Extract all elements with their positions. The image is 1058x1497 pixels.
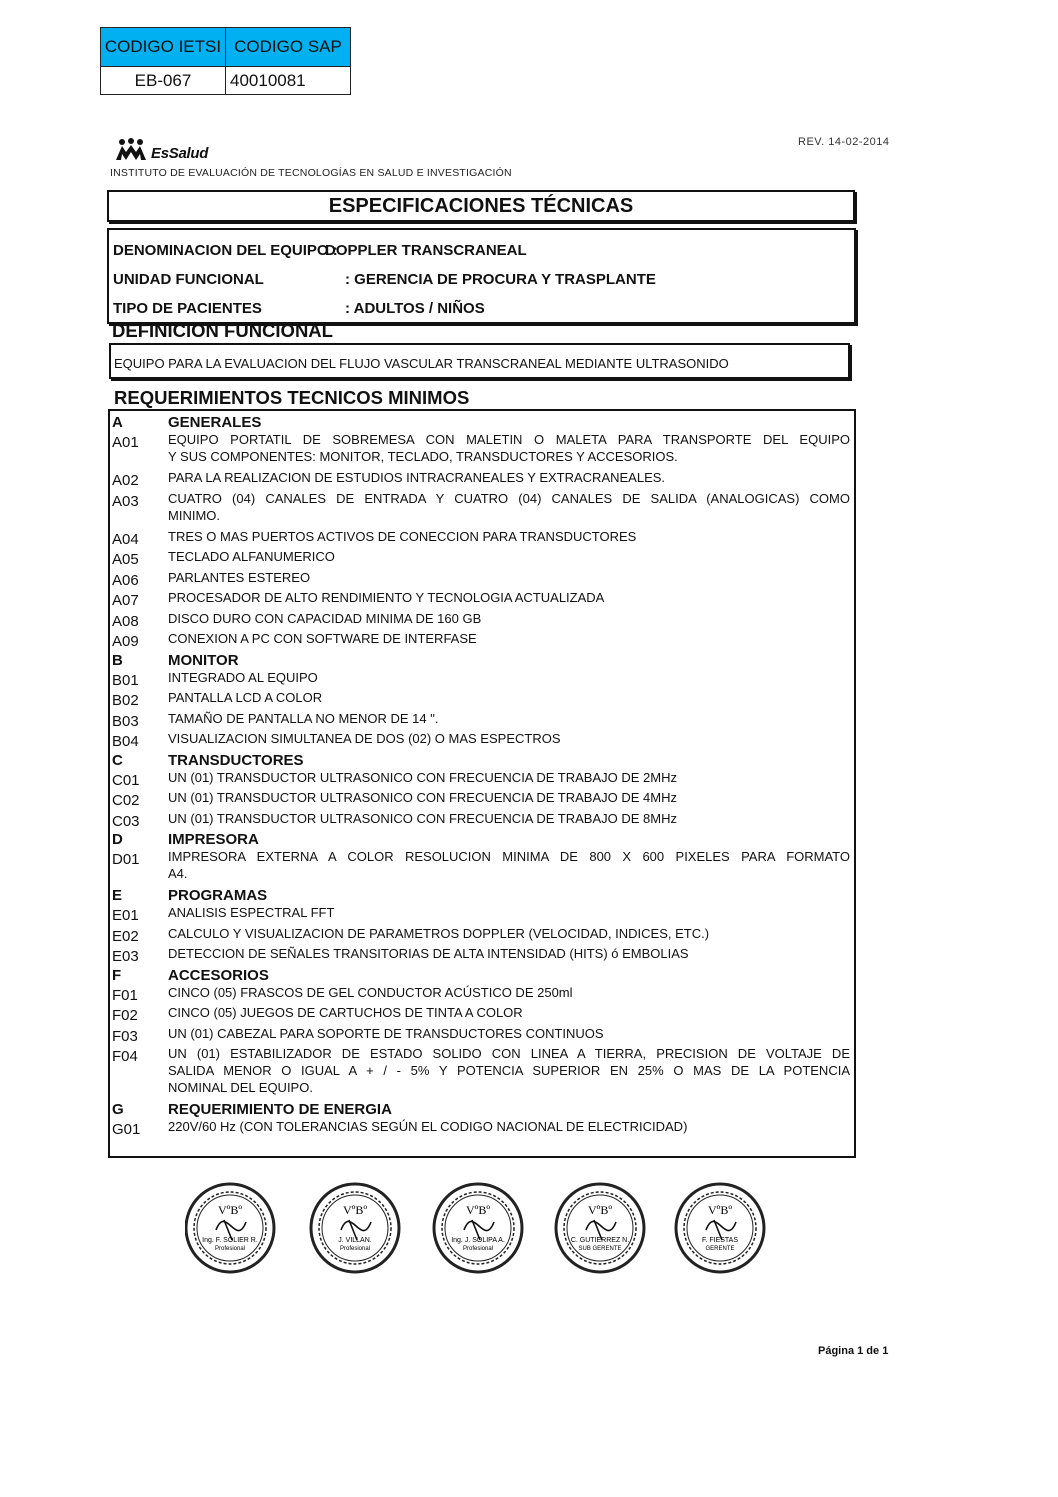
sap-code-value: 40010081	[226, 67, 351, 95]
stamp-role: SUB GERENTE	[578, 1246, 622, 1252]
group-code: A	[112, 414, 123, 431]
group-title: TRANSDUCTORES	[168, 751, 304, 769]
item-text: VISUALIZACION SIMULTANEA DE DOS (02) O MAS ESPECTROS	[168, 731, 561, 746]
stamp-role: Profesional	[462, 1246, 494, 1252]
item-code: E02	[112, 927, 139, 945]
group-title: MONITOR	[168, 651, 239, 669]
approval-stamp	[434, 1184, 522, 1272]
item-code: A09	[112, 633, 139, 650]
item-text: Y SUS COMPONENTES: MONITOR, TECLADO, TRANSDUCTORES Y ACCESORIOS.	[168, 449, 678, 464]
item-text: CUATRO (04) CANALES DE ENTRADA Y CUATRO (04) CANALES DE SALIDA (ANALOGICAS) COMO	[168, 490, 850, 506]
codes-table	[100, 27, 351, 95]
item-text: UN (01) CABEZAL PARA SOPORTE DE TRANSDUCTORES CONTINUOS	[168, 1025, 604, 1041]
item-text: CINCO (05) JUEGOS DE CARTUCHOS DE TINTA A COLOR	[168, 1005, 523, 1020]
item-code: F01	[112, 986, 138, 1004]
item-text: CALCULO Y VISUALIZACION DE PARAMETROS DOPPLER (VELOCIDAD, INDICES, ETC.)	[168, 925, 710, 941]
item-text: PROCESADOR DE ALTO RENDIMIENTO Y TECNOLOGIA ACTUALIZADA	[168, 590, 605, 605]
item-code: E01	[112, 907, 139, 924]
item-text: IMPRESORA EXTERNA A COLOR RESOLUCION MINIMA DE 800 X 600 PIXELES PARA FORMATO	[168, 849, 850, 864]
unit-value: : GERENCIA DE PROCURA Y TRASPLANTE	[345, 271, 656, 288]
stamp-vb: VºBº	[707, 1203, 733, 1217]
item-code: A04	[112, 530, 139, 548]
item-code: F04	[112, 1048, 138, 1065]
item-text: UN (01) TRANSDUCTOR ULTRASONICO CON FRECUENCIA DE TRABAJO DE 8MHz	[168, 810, 677, 826]
item-text: NOMINAL DEL EQUIPO.	[168, 1080, 313, 1095]
item-text: CINCO (05) FRASCOS DE GEL CONDUCTOR ACÚSTICO DE 250ml	[168, 984, 573, 1000]
item-code: G01	[112, 1121, 141, 1138]
item-text: INTEGRADO AL EQUIPO	[168, 669, 318, 685]
item-text: UN (01) TRANSDUCTOR ULTRASONICO CON FRECUENCIA DE TRABAJO DE 2MHz	[168, 769, 677, 785]
item-text: TAMAÑO DE PANTALLA NO MENOR DE 14 ".	[168, 710, 439, 726]
item-text: SALIDA MENOR O IGUAL A + / - 5% Y POTENCIA SUPERIOR EN 25% O MAS DE LA POTENCIA	[168, 1063, 850, 1078]
stamp-vb: VºBº	[465, 1203, 491, 1217]
item-text: UN (01) ESTABILIZADOR DE ESTADO SOLIDO CON LINEA A TIERRA, PRECISION DE VOLTAJE DE	[168, 1046, 850, 1061]
revision-date: REV. 14-02-2014	[798, 136, 890, 148]
unit-label: UNIDAD FUNCIONAL	[113, 271, 264, 288]
group-title: IMPRESORA	[168, 831, 259, 848]
stamp-name: F. FIESTAS	[701, 1237, 739, 1244]
item-text: DISCO DURO CON CAPACIDAD MINIMA DE 160 GB	[168, 610, 482, 626]
item-code: C02	[112, 792, 140, 809]
ietsi-code-value: EB-067	[101, 67, 226, 95]
approval-stamps	[185, 1168, 775, 1288]
ietsi-code-label: CODIGO IETSI	[101, 28, 226, 67]
equipment-box	[107, 228, 856, 324]
item-code: A05	[112, 551, 139, 568]
item-code: B04	[112, 733, 139, 750]
patients-label: TIPO DE PACIENTES	[113, 300, 262, 317]
stamp-vb: VºBº	[587, 1203, 613, 1217]
logo-text: EsSalud	[151, 145, 209, 162]
stamp-role: Profesional	[339, 1246, 371, 1252]
requirements-box	[108, 409, 856, 1158]
item-text: A4.	[168, 866, 188, 881]
item-text: TRES O MAS PUERTOS ACTIVOS DE CONECCION PARA TRANSDUCTORES	[168, 528, 637, 544]
group-title: ACCESORIOS	[168, 966, 269, 984]
item-code: B03	[112, 712, 139, 730]
item-code: A03	[112, 492, 139, 510]
institute-name: INSTITUTO DE EVALUACIÓN DE TECNOLOGÍAS EN SALUD E INVESTIGACIÓN	[110, 167, 512, 179]
approval-stamp	[186, 1184, 274, 1272]
item-code: A01	[112, 434, 139, 451]
item-text: UN (01) TRANSDUCTOR ULTRASONICO CON FRECUENCIA DE TRABAJO DE 4MHz	[168, 790, 677, 805]
item-code: C03	[112, 812, 140, 830]
equipment-label: DENOMINACION DEL EQUIPO :	[113, 242, 338, 259]
item-code: D01	[112, 851, 140, 868]
definition-heading: DEFINICION FUNCIONAL	[112, 320, 333, 341]
sap-code-label: CODIGO SAP	[226, 28, 351, 67]
item-code: B01	[112, 671, 139, 689]
approval-stamp	[556, 1184, 644, 1272]
people-logo-icon	[114, 138, 148, 162]
stamp-name: J. VILLAN.	[338, 1237, 372, 1244]
approval-stamp	[311, 1184, 399, 1272]
item-code: A08	[112, 612, 139, 630]
group-code: E	[112, 887, 123, 904]
item-code: C01	[112, 771, 140, 789]
stamp-name: Ing. F. SOLIER R.	[202, 1237, 258, 1244]
group-title: REQUERIMIENTO DE ENERGIA	[168, 1101, 392, 1118]
page-number: Página 1 de 1	[818, 1345, 889, 1357]
essalud-logo	[114, 138, 208, 162]
group-title: GENERALES	[168, 414, 262, 431]
item-code: E03	[112, 948, 139, 965]
item-code: A02	[112, 472, 139, 489]
item-text: PANTALLA LCD A COLOR	[168, 690, 323, 705]
stamp-name: Ing. J. SOLIPA A.	[451, 1237, 505, 1244]
item-code: F02	[112, 1007, 138, 1024]
item-code: F03	[112, 1027, 138, 1045]
item-text: 220V/60 Hz (CON TOLERANCIAS SEGÚN EL CODIGO NACIONAL DE ELECTRICIDAD)	[168, 1119, 688, 1134]
document-title: ESPECIFICACIONES TÉCNICAS	[107, 190, 855, 222]
item-text: ANALISIS ESPECTRAL FFT	[168, 905, 335, 920]
item-text: PARA LA REALIZACION DE ESTUDIOS INTRACRANEALES Y EXTRACRANEALES.	[168, 470, 666, 485]
item-text: TECLADO ALFANUMERICO	[168, 549, 335, 564]
stamp-name: C. GUTIERREZ N.	[570, 1237, 630, 1244]
item-text: EQUIPO PORTATIL DE SOBREMESA CON MALETIN O MALETA PARA TRANSPORTE DEL EQUIPO	[168, 432, 850, 447]
item-code: A07	[112, 592, 139, 609]
group-code: B	[112, 651, 123, 669]
requirements-heading: REQUERIMIENTOS TECNICOS MINIMOS	[114, 387, 470, 408]
group-code: D	[112, 831, 123, 848]
item-text: MINIMO.	[168, 507, 220, 523]
group-code: C	[112, 751, 123, 769]
stamp-role: GERENTE	[705, 1246, 735, 1252]
item-code: B02	[112, 692, 139, 709]
patients-value: : ADULTOS / NIÑOS	[345, 300, 485, 317]
group-title: PROGRAMAS	[168, 887, 268, 904]
item-text: CONEXION A PC CON SOFTWARE DE INTERFASE	[168, 631, 477, 646]
stamp-vb: VºBº	[342, 1203, 368, 1217]
approval-stamp	[676, 1184, 764, 1272]
definition-text: EQUIPO PARA LA EVALUACION DEL FLUJO VASCULAR TRANSCRANEAL MEDIANTE ULTRASONIDO	[109, 343, 850, 379]
stamp-role: Profesional	[214, 1246, 246, 1252]
group-code: F	[112, 966, 122, 984]
stamp-vb: VºBº	[217, 1203, 243, 1217]
group-code: G	[112, 1101, 124, 1118]
item-code: A06	[112, 571, 139, 589]
equipment-value: DOPPLER TRANSCRANEAL	[325, 242, 527, 259]
item-text: DETECCION DE SEÑALES TRANSITORIAS DE ALTA INTENSIDAD (HITS) ó EMBOLIAS	[168, 946, 689, 961]
item-text: PARLANTES ESTEREO	[168, 569, 311, 585]
